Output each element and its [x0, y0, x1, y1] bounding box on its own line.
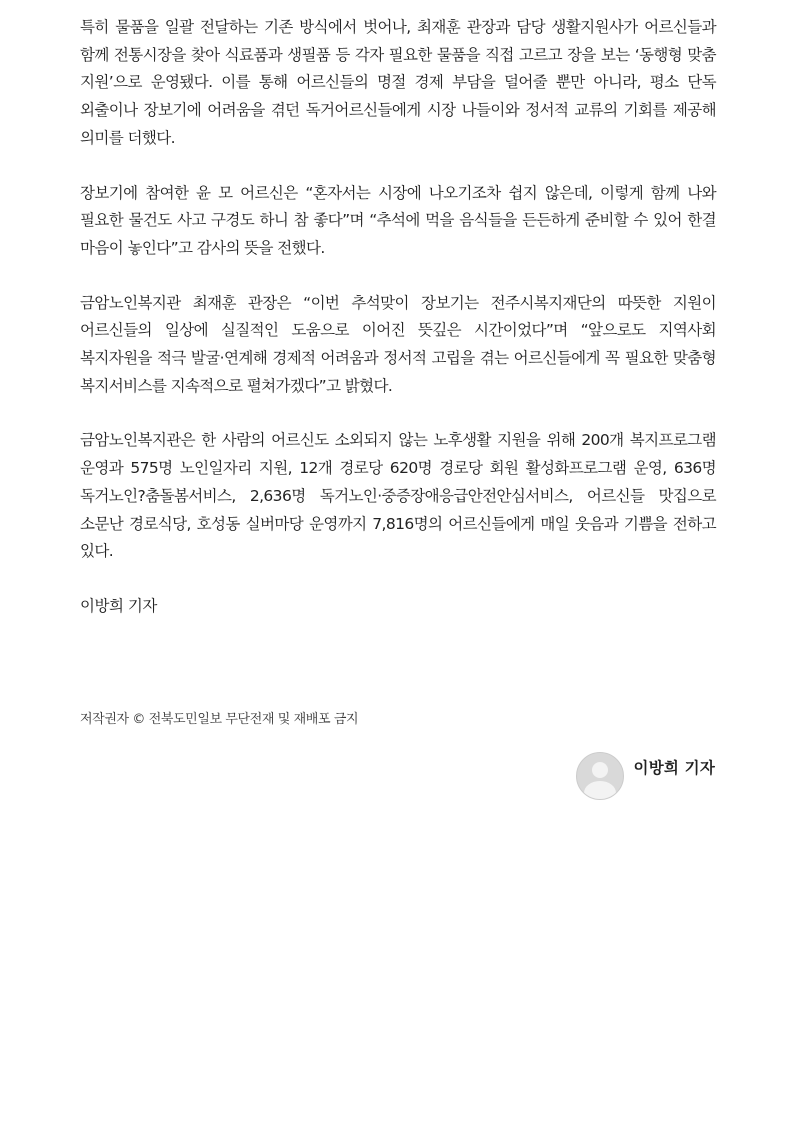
article-paragraph-3: 금암노인복지관 최재훈 관장은 “이번 추석맞이 장보기는 전주시복지재단의 따뜻한 지원이 어르신들의 일상에 실질적인 도움으로 이어진 뜻깊은 시간이었다”며 “앞으로도 지역사회 복지자원을 적극 발굴·연계해 경제적 어려움과 정서적 고립을 겪는 어르신들에게 꼭 필요한 맞춤형 복지서비스를 지속적으로 펼쳐가겠다”고 밝혔다.: [80, 293, 716, 395]
article-paragraph-1: 특히 물품을 일괄 전달하는 기존 방식에서 벗어나, 최재훈 관장과 담당 생활지원사가 어르신들과 함께 전통시장을 찾아 식료품과 생필품 등 각자 필요한 물품을 직접 고르고 장을 보는 ‘동행형 맞춤 지원’으로 운영됐다. 이를 통해 어르신들의 명절 경제 부담을 덜어줄 뿐만 아니라, 평소 단독 외출이나 장보기에 어려움을 겪던 독거어르신들에게 시장 나들이와 정서적 교류의 기회를 제공해 의미를 더했다.: [80, 18, 716, 147]
copyright-notice: 저작권자 © 전북도민일보 무단전재 및 재배포 금지: [80, 712, 359, 727]
user-avatar-icon[interactable]: [576, 752, 624, 800]
article-body: [80, 14, 716, 621]
article-paragraph-4: 금암노인복지관은 한 사람의 어르신도 소외되지 않는 노후생활 지원을 위해 200개 복지프로그램 운영과 575명 노인일자리 지원, 12개 경로당 620명 경로당 회원 활성화프로그램 운영, 636명 독거노인?춤돌봄서비스, 2,636명 독거노인·중증장애응급안전안심서비스, 어르신들 맛집으로 소문난 경로식당, 호성동 실버마당 운영까지 7,816명의 어르신들에게 매일 웃음과 기쁨을 전하고 있다.: [80, 431, 716, 561]
reporter-card[interactable]: [576, 750, 715, 800]
article-paragraph-2: 장보기에 참여한 윤 모 어르신은 “혼자서는 시장에 나오기조차 쉽지 않은데, 이렇게 함께 나와 필요한 물건도 사고 구경도 하니 참 좋다”며 “추석에 먹을 음식들을 든든하게 준비할 수 있어 한결 마음이 놓인다”고 감사의 뜻을 전했다.: [80, 183, 716, 257]
article-byline: 이방희 기자: [80, 596, 157, 615]
reporter-name[interactable]: 이방희 기자: [633, 759, 715, 777]
